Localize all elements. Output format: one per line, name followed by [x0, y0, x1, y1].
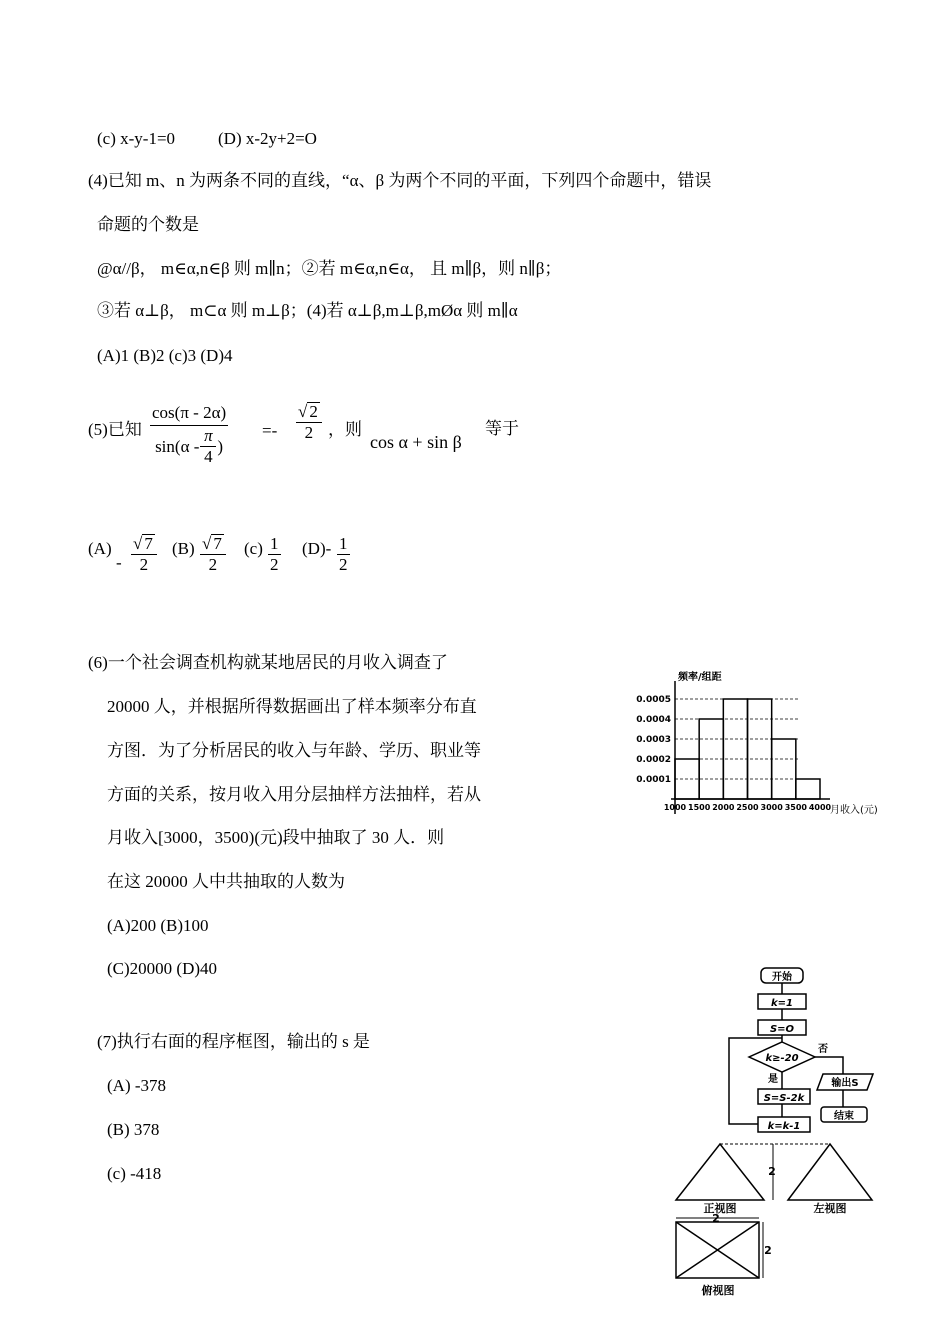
q5-lhs-numerator: cos(π - 2α) — [152, 403, 227, 422]
hist-bar — [772, 739, 796, 799]
q6-line5: 月收入[3000，3500)(元)段中抽取了 30 人．则 — [107, 828, 445, 847]
q6-line1: (6)一个社会调查机构就某地居民的月收入调查了 — [88, 653, 448, 672]
q6-line2: 20000 人，并根据所得数据画出了样本频率分布直 — [107, 697, 477, 716]
q5-rhs-num: 2 — [309, 402, 318, 421]
q3-option-c: (c) x-y-1=0 — [97, 129, 176, 148]
q5-opt-a-sign: - — [116, 553, 122, 572]
q5-rhs-den: 2 — [304, 423, 314, 442]
hist-ylabel: 频率/组距 — [678, 672, 722, 683]
q5-suffix: 等于 — [485, 419, 519, 438]
q5-den-pre: sin(α - — [155, 436, 200, 456]
flow-end-text: 结束 — [834, 1111, 854, 1122]
flow-no-label: 否 — [818, 1044, 828, 1055]
flow-yes-label: 是 — [768, 1074, 778, 1085]
q5-lhs-fraction — [150, 403, 228, 467]
q7-stem: (7)执行右面的程序框图，输出的 s 是 — [97, 1032, 370, 1051]
q4-prop-line1: @α//β， m∈α,n∈β 则 m∥n；②若 m∈α,n∈α， 且 m∥β，则 n∥β； — [97, 259, 562, 278]
flow-init-k-text: k=1 — [771, 998, 793, 1009]
hist-x-tick-label: 2000 — [712, 803, 735, 812]
q5-prefix: (5)已知 — [88, 420, 142, 439]
q5-den-post: ) — [217, 436, 224, 456]
q5-opt-d-den: 2 — [339, 555, 348, 574]
hist-bar — [796, 779, 820, 799]
q5-den-frac-num: π — [204, 426, 213, 445]
q4-stem-line1: (4)已知 m、n 为两条不同的直线，“α、β 为两个不同的平面，下列四个命题中，错误 — [88, 171, 712, 190]
q5-opt-a-num: 7 — [144, 534, 153, 553]
front-view-label: 正视图 — [703, 1202, 737, 1215]
q5-opt-b-num: 7 — [213, 534, 222, 553]
hist-y-tick-label: 0.0005 — [636, 695, 671, 705]
hist-xlabel: 月收入(元) — [830, 805, 878, 816]
q5-expression: cos α + sin β — [370, 432, 462, 452]
hist-bar — [723, 699, 747, 799]
three-view-drawing — [668, 1138, 893, 1303]
q5-mid: ，则 — [328, 420, 362, 439]
hist-y-tick-label: 0.0001 — [636, 775, 671, 785]
q5-opt-d-num: 1 — [339, 534, 348, 553]
dim-height-label: 2 — [768, 1165, 776, 1178]
q5-opt-b-den: 2 — [208, 555, 218, 574]
q5-den-frac-den: 4 — [204, 447, 213, 466]
q4-options: (A)1 (B)2 (c)3 (D)4 — [97, 346, 233, 365]
q5-opt-d-fraction — [337, 534, 350, 575]
program-flowchart — [715, 962, 885, 1137]
side-view-triangle — [788, 1144, 872, 1200]
front-view-triangle — [676, 1144, 764, 1200]
q5-opt-a-den: 2 — [139, 555, 149, 574]
q5-opt-c-num: 1 — [270, 534, 279, 553]
side-view-label: 左视图 — [813, 1202, 847, 1215]
flow-init-s-text: S=O — [769, 1024, 795, 1035]
dim-width-label: 2 — [712, 1212, 720, 1225]
q5-lhs-denominator — [153, 426, 225, 467]
q7-option-a: (A) -378 — [107, 1076, 167, 1095]
q6-line6: 在这 20000 人中共抽取的人数为 — [107, 872, 345, 891]
hist-x-tick-label: 4000 — [808, 803, 832, 812]
flow-output-text: 输出S — [831, 1078, 859, 1089]
flow-start-text: 开始 — [772, 972, 792, 983]
q5-equals: =- — [262, 421, 278, 440]
flow-update-k-text: k=k-1 — [767, 1121, 801, 1132]
hist-x-tick-label: 2500 — [736, 803, 759, 812]
q5-opt-d-label: (D)- — [302, 539, 332, 558]
dim-depth-label: 2 — [764, 1244, 772, 1257]
q5-opt-a-fraction: √ 7 2 — [131, 534, 157, 575]
hist-x-tick-label: 3000 — [760, 803, 783, 812]
flow-update-s-text: S=S-2k — [763, 1093, 805, 1104]
q3-option-d: (D) x-2y+2=O — [218, 129, 317, 148]
q6-line3: 方图．为了分析居民的收入与年龄、学历、职业等 — [107, 741, 481, 760]
hist-x-tick-label: 3500 — [784, 803, 807, 812]
q5-rhs-fraction: √ 2 2 — [296, 402, 322, 443]
q7-option-c: (c) -418 — [107, 1164, 162, 1183]
flow-cond-text: k≥-20 — [765, 1053, 799, 1064]
q5-opt-c-den: 2 — [270, 555, 279, 574]
q7-option-b: (B) 378 — [107, 1120, 160, 1139]
q6-options-1: (A)200 (B)100 — [107, 916, 209, 935]
q5-opt-a-label: (A) — [88, 539, 112, 558]
q6-options-2: (C)20000 (D)40 — [107, 959, 218, 978]
hist-x-tick-label: 1500 — [688, 803, 711, 812]
hist-bar — [748, 699, 772, 799]
q6-line4: 方面的关系，按月收入用分层抽样方法抽样，若从 — [107, 785, 481, 804]
q4-prop-line2: ③若 α⊥β， m⊂α 则 m⊥β；(4)若 α⊥β,m⊥β,mØα 则 m∥α — [97, 301, 518, 320]
hist-y-tick-label: 0.0003 — [636, 735, 671, 745]
q5-opt-b-label: (B) — [172, 539, 195, 558]
q5-opt-c-fraction — [268, 534, 281, 575]
q5-den-fraction — [200, 426, 216, 467]
q4-stem-line2: 命题的个数是 — [97, 215, 199, 234]
frequency-histogram — [620, 662, 900, 832]
top-view-label: 俯视图 — [701, 1284, 735, 1297]
hist-y-tick-label: 0.0002 — [636, 755, 671, 765]
q5-opt-b-fraction: √ 7 2 — [200, 534, 226, 575]
q5-opt-c-label: (c) — [244, 539, 263, 558]
hist-x-tick-label: 1000 — [663, 803, 687, 812]
hist-y-tick-label: 0.0004 — [636, 715, 671, 725]
